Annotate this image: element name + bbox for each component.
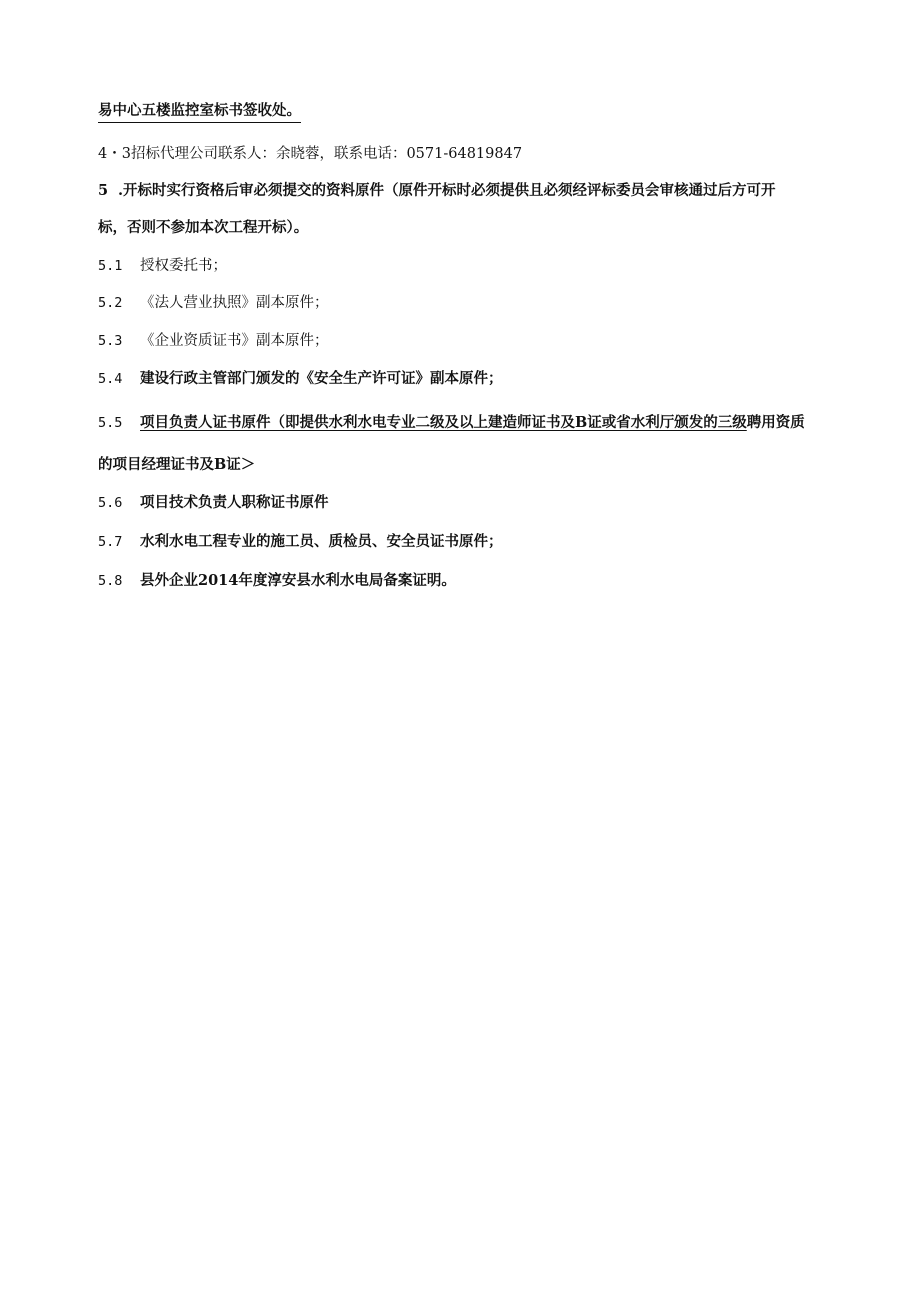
item-5-5-rest-text: 聘用资质 <box>746 414 805 431</box>
item-number: 5.5 <box>98 415 123 431</box>
item-number: 5.7 <box>98 534 123 550</box>
list-item <box>98 256 227 276</box>
line-top <box>98 101 301 123</box>
item-text: 《法人营业执照》副本原件； <box>140 295 329 311</box>
item-text: 水利水电工程专业的施工员、质检员、安全员证书原件； <box>140 533 503 550</box>
item-text: 项目技术负责人职称证书原件 <box>140 494 329 511</box>
list-item <box>98 369 503 389</box>
item-5-line-2 <box>98 218 308 238</box>
list-item <box>98 293 329 313</box>
item-number: 5.3 <box>98 333 123 349</box>
item-5-5-text-2: 的项目经理证书及B证＞ <box>98 456 256 473</box>
item-number: 5.4 <box>98 371 123 387</box>
item-5-text-2: 标，否则不参加本次工程开标）。 <box>98 219 309 236</box>
item-5-text-1: .开标时实行资格后审必须提交的资料原件（原件开标时必须提供且必须经评标委员会审核通过后方可开 <box>118 182 776 199</box>
item-5-5-underlined-text: 项目负责人证书原件（即提供水利水电专业二级及以上建造师证书及B证或省水利厅颁发的三级 <box>140 414 747 431</box>
list-item <box>98 331 329 351</box>
item-4-3 <box>98 144 522 164</box>
item-4-3-text: 4・3招标代理公司联系人：余晓蓉，联系电话：0571-64819847 <box>98 146 523 162</box>
item-text: 县外企业2014年度淳安县水利水电局备案证明。 <box>140 572 456 589</box>
item-number: 5.8 <box>98 573 123 589</box>
item-number: 5.2 <box>98 295 123 311</box>
item-5-5-line-2 <box>98 455 255 475</box>
list-item <box>98 493 329 513</box>
item-text: 《企业资质证书》副本原件； <box>140 333 329 349</box>
list-item <box>98 571 456 591</box>
item-text: 建设行政主管部门颁发的《安全生产许可证》副本原件； <box>140 370 503 387</box>
line-top-text: 易中心五楼监控室标书签收处。 <box>98 101 301 123</box>
list-item <box>98 532 503 552</box>
item-number: 5.6 <box>98 495 123 511</box>
item-number: 5.1 <box>98 258 123 274</box>
item-5-number: 5 <box>98 182 109 199</box>
item-5-line-1 <box>98 181 776 201</box>
item-text: 授权委托书； <box>140 258 227 274</box>
item-5-5-line-1 <box>98 413 805 433</box>
